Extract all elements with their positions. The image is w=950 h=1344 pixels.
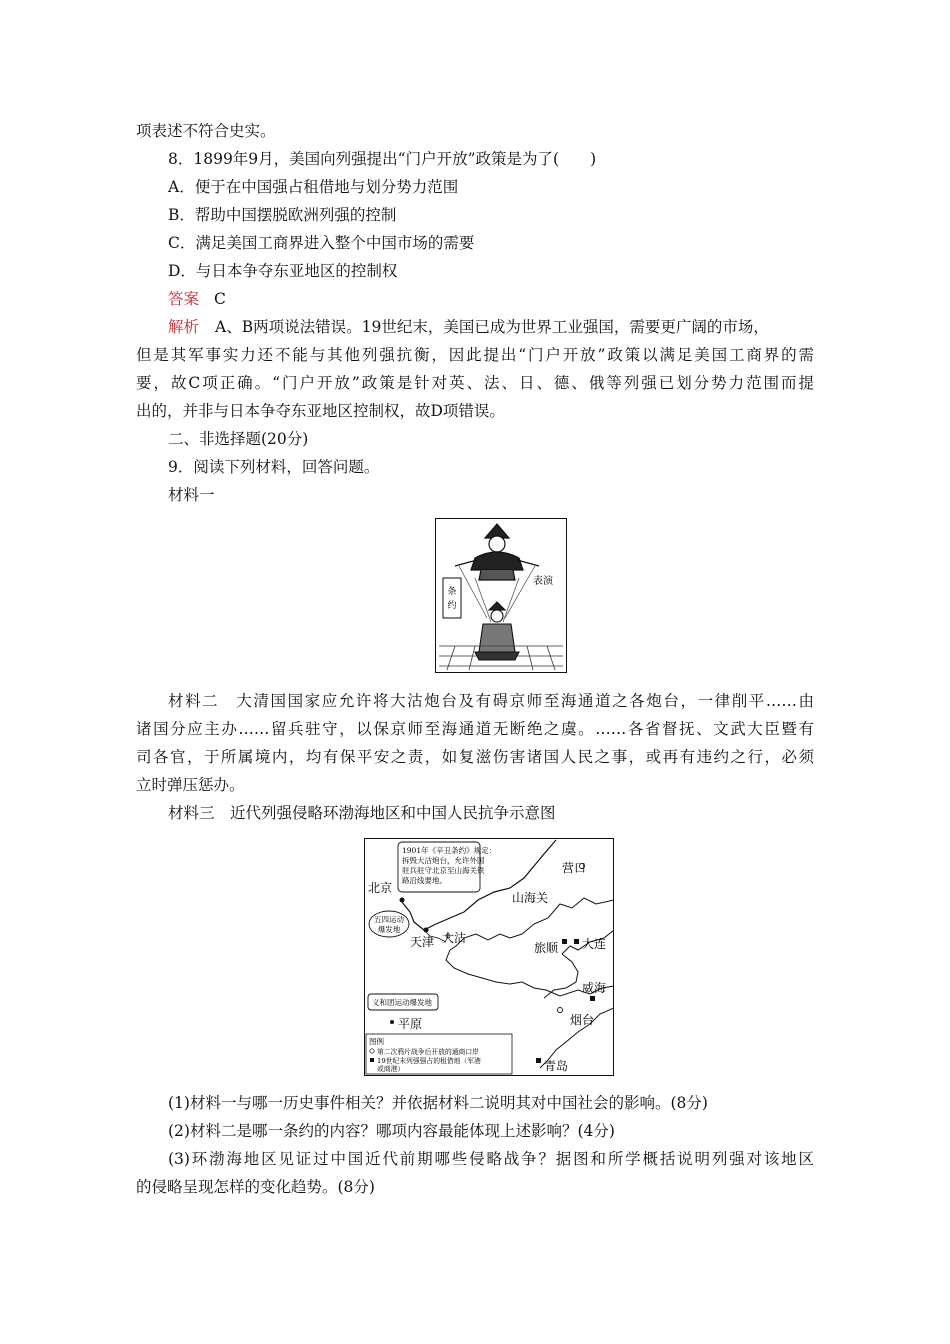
map-image (364, 838, 614, 1076)
q9-stem: 9．阅读下列材料，回答问题。 (168, 458, 380, 476)
label-lushun: 旅顺 (534, 941, 559, 955)
note-may4-2: 爆发地 (377, 925, 401, 934)
material3-caption: 材料三 近代列强侵略环渤海地区和中国人民抗争示意图 (168, 804, 556, 822)
marker-weihai (590, 996, 595, 1001)
sub-question-3-line-2: 的侵略呈现怎样的变化趋势。(8分) (136, 1178, 375, 1196)
label-qingdao: 青岛 (544, 1059, 569, 1073)
note-xinchou-2: 拆毁大沽炮台，允许外国 (402, 856, 485, 865)
material2-line-2: 诸国分应主办……留兵驻守，以保京师至海通道无断绝之虞。……各省督抚、文武大臣暨有 (136, 720, 814, 738)
sub-question-2: (2)材料二是哪一条约的内容？哪项内容最能体现上述影响？(4分) (168, 1122, 615, 1140)
note-boxer: 义和团运动爆发地 (372, 998, 432, 1007)
sub-question-1: (1)材料一与哪一历史事件相关？并依据材料二说明其对中国社会的影响。(8分) (168, 1094, 708, 1112)
q8-analysis-line-2: 但是其军事实力还不能与其他列强抗衡，因此提出“门户开放”政策以满足美国工商界的需 (136, 346, 814, 364)
label-yingkou: 营口 (562, 861, 587, 875)
q8-option-c: C．满足美国工商界进入整个中国市场的需要 (168, 234, 475, 252)
q8-option-b: B．帮助中国摆脱欧洲列强的控制 (168, 206, 397, 224)
legend-item-leased: 19世纪末列强强占的租借地（军港 (377, 1057, 481, 1065)
label-treaty-2: 约 (447, 601, 457, 611)
answer-label: 答案 (168, 290, 200, 308)
legend-item-port: 第二次鸦片战争后开放的通商口岸 (377, 1048, 479, 1056)
marker-tianjin (424, 928, 429, 933)
q8-option-d: D．与日本争夺东亚地区的控制权 (168, 262, 398, 280)
cartoon-image (435, 518, 567, 673)
label-shanhaiguan: 山海关 (512, 891, 549, 905)
note-xinchou-4: 路沿线要地。 (402, 876, 447, 885)
label-beijing: 北京 (368, 881, 393, 895)
marker-lushun (562, 939, 567, 944)
label-tianjin: 天津 (410, 935, 435, 949)
legend-item-leased-2: 或商港） (377, 1065, 405, 1073)
material2-line-4: 立时弹压惩办。 (136, 776, 245, 794)
label-treaty-1: 条 (447, 587, 457, 597)
q8-answer (168, 289, 226, 309)
q8-analysis-line-3: 要，故C项正确。“门户开放”政策是针对英、法、日、德、俄等列强已划分势力范围而提 (136, 374, 814, 392)
marker-yantai (558, 1008, 563, 1013)
continuation-text: 项表述不符合史实。 (136, 122, 276, 140)
marker-pingyuan (390, 1020, 394, 1024)
sub-question-3-line-1: (3)环渤海地区见证过中国近代前期哪些侵略战争？据图和所学概括说明列强对该地区 (168, 1150, 814, 1168)
label-dalian: 大连 (582, 937, 607, 951)
marker-dalian (574, 939, 579, 944)
q8-analysis-line-1 (168, 317, 814, 337)
label-perform: 表演 (533, 576, 553, 587)
legend-symbol-port (370, 1049, 374, 1053)
material1-label: 材料一 (168, 486, 215, 504)
material2-line-1: 材料二 大清国国家应允许将大沽炮台及有碍京师至海通道之各炮台，一律削平……由 (168, 692, 814, 710)
answer-value: C (214, 290, 226, 308)
label-weihai: 威海 (582, 981, 607, 995)
legend-title: 图例 (369, 1037, 384, 1046)
note-xinchou-3: 驻兵驻守北京至山海关铁 (402, 866, 485, 875)
treaty-scroll (443, 578, 461, 618)
legend-symbol-leased (370, 1058, 374, 1062)
note-may4-1: 五四运动 (374, 915, 404, 924)
label-dagu: 大沽 (442, 931, 467, 945)
label-yantai: 烟台 (570, 1013, 595, 1027)
q8-option-a: A．便于在中国强占租借地与划分势力范围 (168, 178, 459, 196)
section-heading: 二、非选择题(20分) (168, 430, 309, 448)
q8-analysis-line-4: 出的，并非与日本争夺东亚地区控制权，故D项错误。 (136, 402, 505, 420)
material2-line-3: 司各官，于所属境内，均有保平安之责，如复滋伤害诸国人民之事，或再有违约之行，必须 (136, 748, 814, 766)
analysis-label: 解析 (168, 318, 200, 336)
label-pingyuan: 平原 (398, 1017, 423, 1031)
q8-stem: 8．1899年9月，美国向列强提出“门户开放”政策是为了( ) (168, 150, 597, 168)
analysis-text: A、B两项说法错误。19世纪末，美国已成为世界工业强国，需要更广阔的市场， (215, 318, 769, 336)
marker-beijing (400, 898, 405, 903)
marker-qingdao (536, 1058, 541, 1063)
note-xinchou-1: 1901年《辛丑条约》规定： (402, 846, 497, 855)
